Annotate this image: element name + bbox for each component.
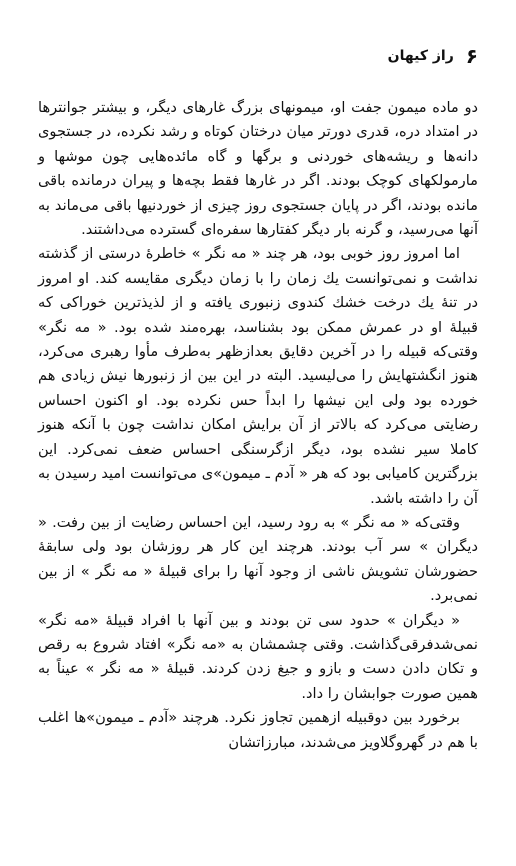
page-number: ۶ <box>465 44 478 68</box>
paragraph: برخورد بین دوقبیله ازهمین تجاوز نکرد. هرچند «آدم ـ میمون»ها اغلب با هم در گهروگلاویز می‌شدند، مبارزاتشان <box>38 709 478 751</box>
paragraph: دو ماده میمون جفت او، میمونهای بزرگ غارهای دیگر، و بیشتر جوانترها در امتداد دره، قدری دورتر میان درختان کوتاه و رشد نکرده، در جستجوی دانه‌ها و ریشه‌های خوردنی و برگها و گاه مائده‌هایی چون موشها و مارمولکهای کوچک بودند. اگر در غارها فقط بچه‌ها و پیران درمانده باقی مانده بودند، اگر در پایان جستجوی روز چیزی از خوردنیها باقی می‌ماند به آنها می‌رسید، و گرنه بار دیگر کفتارها سفره‌ای گسترده می‌داشتند. <box>38 99 478 239</box>
paragraph: « دیگران » حدود سی تن بودند و بین آنها با افراد قبیلهٔ «مه نگر» نمی‌شدفرقی‌گذاشت. وقتی چشمشان به «مه نگر» افتاد شروع به رقص و تکان دادن دست و بازو و جیغ زدن کردند. قبیلهٔ « مه نگر » عیناً به همین صورت جوابشان را داد. <box>38 611 478 702</box>
page-header <box>38 42 478 70</box>
body-text <box>38 96 478 755</box>
paragraph: اما امروز روز خوبی بود، هر چند « مه نگر » خاطرهٔ درستی از گذشته نداشت و نمی‌توانست یك زمان را با زمان دیگری مقایسه کند. او امروز در تنهٔ یك درخت خشك کندوی زنبوری یافته و از لذیذترین خوراکی که قبیلهٔ او در عمرش ممکن بود بشناسد، بهره‌مند شده بود. « مه نگر» وقتی‌که قبیله را در آخرین دقایق بعدازظهر به‌طرف مأوا رهبری می‌کرد، هنوز انگشتهایش را می‌لیسید. البته در این بین از زنبورها نیش زیادی هم خورده بود ولی این نیشها را ابداً حس نکرده بود. او اکنون احساس رضایتی می‌کرد که بالاتر از آن برایش امکان نداشت چون با آنکه هنوز کاملا سیر نشده بود، دیگر ازگرسنگی احساس ضعف نمی‌کرد. این بزرگترین کامیابی بود که هر « آدم ـ میمون»ی می‌توانست امید رسیدن به آن را داشته باشد. <box>38 245 478 507</box>
paragraph: وقتی‌که « مه نگر » به رود رسید، این احساس رضایت از بین رفت. « دیگران » سر آب بودند. هرچند این کار هر روزشان بود ولی سابقهٔ حضورشان تشویش ناشی از وجود آنها را برای قبیلهٔ « مه نگر » از بین نمی‌برد. <box>38 513 478 605</box>
running-title: راز کیهان <box>387 48 454 64</box>
